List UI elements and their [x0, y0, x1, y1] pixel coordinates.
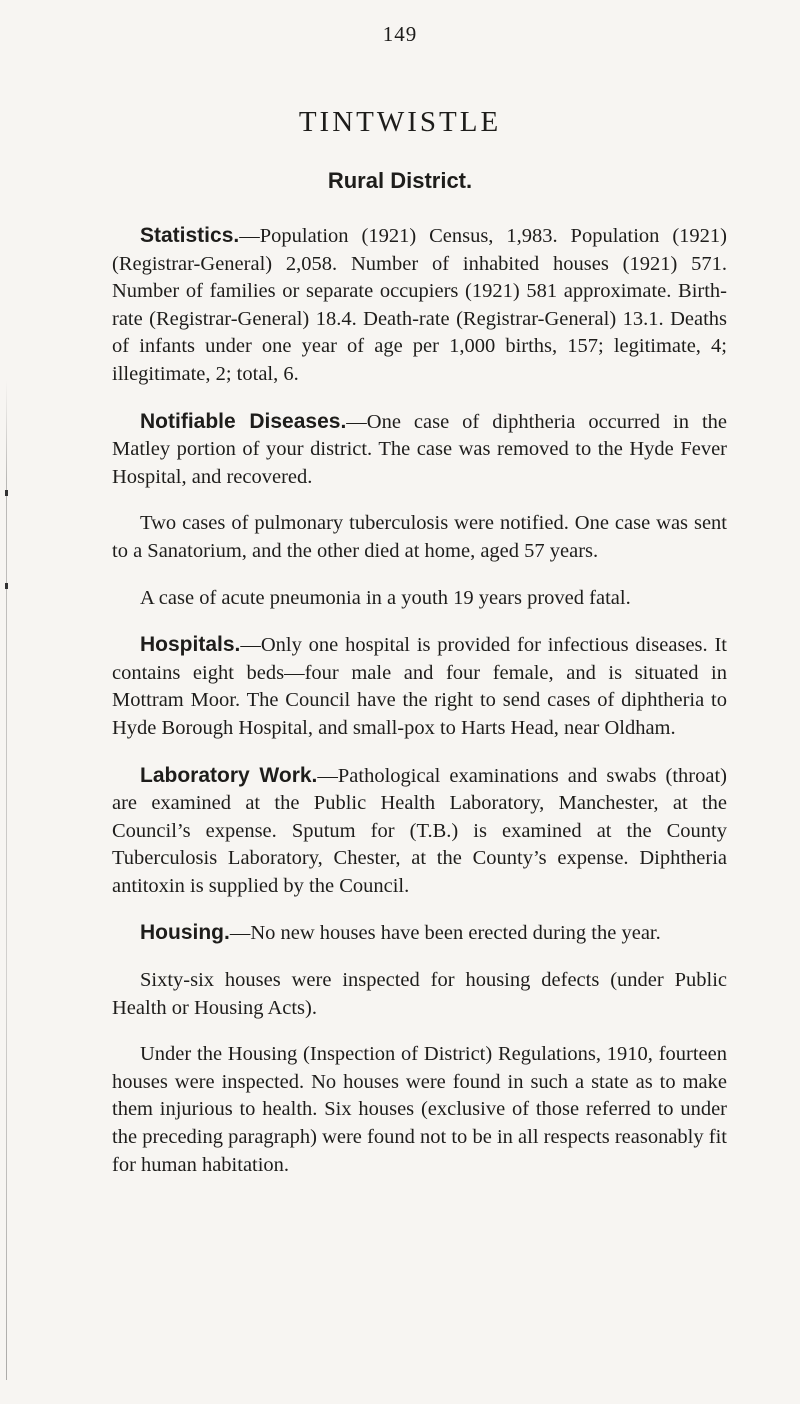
text-hospitals: —Only one hospital is provided for infectious diseases. It contains eight beds—four male and four female, and is situated in Mottram Moor. The Council have the right to send cases of diphtheria to Hyde Borough Hospital, and small-pox to Harts Head, near Oldham.	[112, 634, 727, 739]
text-laboratory-work: —Pathological examinations and swabs (throat) are examined at the Public Health Laboratory, Manchester, at the Council’s expense. Sputum for (T.B.) is examined at the County Tuberculosis Laboratory, Chester, at the County’s expense. Diphtheria antitoxin is supplied by the Council.	[112, 764, 727, 897]
text-housing: —No new houses have been erected during the year.	[229, 922, 661, 945]
text-statistics: —Population (1921) Census, 1,983. Population (1921) (Registrar-General) 2,058. Number of inhabited houses (1921) 571. Number of families or separate occupiers (1921) 581 approximate. Birth-rate (Registrar-General) 18.4. Death-rate (Registrar-General) 13.1. Deaths of infants under one year of age per 1,000 births, 157; legitimate, 4; illegitimate, 2; total, 6.	[112, 225, 727, 385]
scan-mark	[5, 490, 8, 496]
heading-notifiable-diseases: Notifiable Diseases.	[140, 409, 347, 433]
heading-hospitals: Hospitals.	[140, 633, 241, 657]
report-body	[112, 222, 727, 1198]
paragraph-statistics	[112, 222, 727, 389]
text-notifiable-diseases: —One case of diphtheria occurred in the Matley portion of your district. The case was removed to the Hyde Fever Hospital, and recovered.	[112, 410, 727, 488]
paragraph-tuberculosis	[112, 510, 727, 565]
text-tuberculosis: Two cases of pulmonary tuberculosis were notified. One case was sent to a Sanatorium, and the other died at home, aged 57 years.	[112, 512, 727, 562]
heading-laboratory-work: Laboratory Work.	[140, 763, 318, 787]
page-number: 149	[382, 22, 418, 46]
page-title: TINTWISTLE	[298, 106, 502, 138]
paragraph-housing-regulations	[112, 1041, 727, 1179]
paragraph-houses-inspected	[112, 967, 727, 1022]
paragraph-housing	[112, 919, 727, 948]
scan-mark	[5, 583, 8, 589]
scan-edge-line	[6, 380, 7, 1380]
text-housing-regulations: Under the Housing (Inspection of District) Regulations, 1910, fourteen houses were inspected. No houses were found in such a state as to make them injurious to health. Six houses (exclusive of those referred to under the preceding paragraph) were found not to be in all respects reasonably fit for human habitation.	[112, 1043, 727, 1176]
paragraph-pneumonia	[112, 585, 727, 613]
heading-housing: Housing.	[140, 921, 230, 945]
paragraph-laboratory-work	[112, 762, 727, 901]
text-houses-inspected: Sixty-six houses were inspected for housing defects (under Public Health or Housing Acts).	[112, 969, 727, 1019]
paragraph-hospitals	[112, 631, 727, 742]
heading-statistics: Statistics.	[140, 224, 240, 247]
page-subtitle: Rural District.	[327, 168, 473, 193]
text-pneumonia: A case of acute pneumonia in a youth 19 years proved fatal.	[140, 586, 631, 609]
paragraph-notifiable-diseases	[112, 408, 727, 492]
